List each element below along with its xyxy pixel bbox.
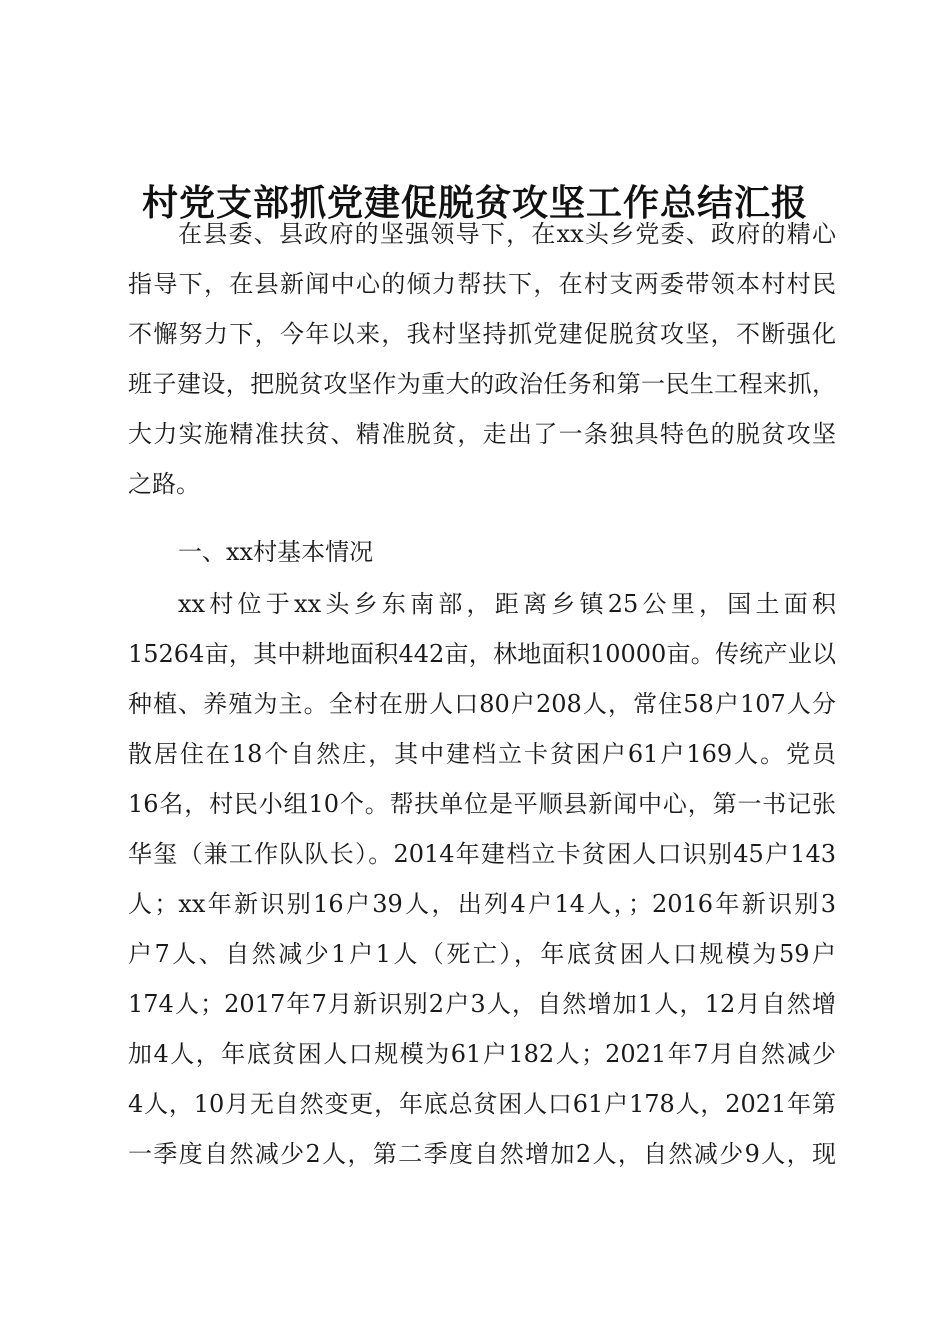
paragraph-2-line-5: 16名，村民小组10个。帮扶单位是平顺县新闻中心，第一书记张 <box>128 790 836 818</box>
paragraph-2-line-2: 15264亩，其中耕地面积442亩，林地面积10000亩。传统产业以 <box>128 640 836 668</box>
paragraph-2-line-8: 户7人、自然减少1户1人（死亡），年底贫困人口规模为59户 <box>128 940 836 968</box>
paragraph-1-line-4: 班子建设，把脱贫攻坚作为重大的政治任务和第一民生工程来抓， <box>128 370 836 398</box>
paragraph-1-line-3: 不懈努力下，今年以来，我村坚持抓党建促脱贫攻坚，不断强化 <box>128 320 836 348</box>
paragraph-2-line-7: 人；xx年新识别16户39人，出列4户14人，；2016年新识别3 <box>128 890 836 918</box>
paragraph-2-line-9: 174人；2017年7月新识别2户3人，自然增加1人，12月自然增 <box>128 990 836 1018</box>
document-title: 村党支部抓党建促脱贫攻坚工作总结汇报 <box>141 182 808 224</box>
section-1-heading: 一、xx村基本情况 <box>178 538 374 566</box>
paragraph-2-line-3: 种植、养殖为主。全村在册人口80户208人，常住58户107人分 <box>128 690 836 718</box>
paragraph-2-line-1: xx村位于xx头乡东南部，距离乡镇25公里，国土面积 <box>178 590 836 618</box>
paragraph-2-line-12: 一季度自然减少2人，第二季度自然增加2人，自然减少9人，现 <box>128 1140 836 1168</box>
paragraph-1-line-1: 在县委、县政府的坚强领导下，在xx头乡党委、政府的精心 <box>178 220 836 248</box>
paragraph-2-line-6: 华玺（兼工作队队长）。2014年建档立卡贫困人口识别45户143 <box>128 840 836 868</box>
paragraph-2-line-11: 4人，10月无自然变更，年底总贫困人口61户178人，2021年第 <box>128 1090 836 1118</box>
paragraph-1-line-2: 指导下，在县新闻中心的倾力帮扶下，在村支两委带领本村村民 <box>128 270 836 298</box>
paragraph-2-line-4: 散居住在18个自然庄，其中建档立卡贫困户61户169人。党员 <box>128 740 836 768</box>
paragraph-2-line-10: 加4人，年底贫困人口规模为61户182人；2021年7月自然减少 <box>128 1040 836 1068</box>
paragraph-1-line-5: 大力实施精准扶贫、精准脱贫，走出了一条独具特色的脱贫攻坚 <box>128 420 836 448</box>
paragraph-1-line-6: 之路。 <box>128 470 200 498</box>
